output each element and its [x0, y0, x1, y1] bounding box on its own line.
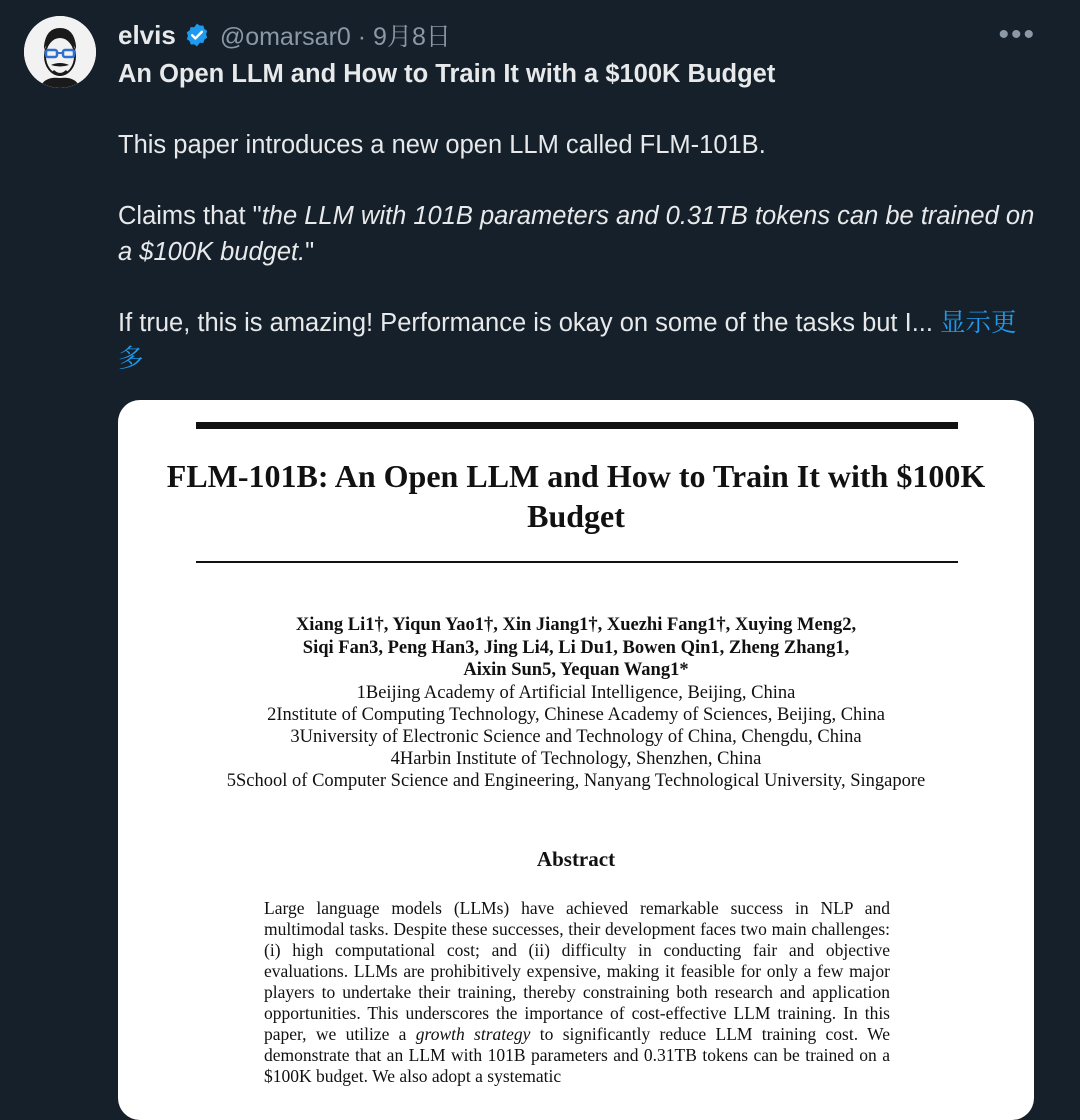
- abstract-heading: Abstract: [536, 847, 616, 871]
- tweet-header: [118, 18, 451, 52]
- tweet-paragraph-1: This paper introduces a new open LLM called FLM-101B.: [118, 131, 766, 159]
- affiliation-3: 3University of Electronic Science and Technology of China, Chengdu, China: [290, 727, 862, 747]
- title-rule-bottom: [196, 561, 958, 563]
- handle-text: @omarsar0: [219, 23, 351, 51]
- abstract-text: [264, 898, 890, 1087]
- tweet-date[interactable]: 9月8日: [373, 23, 451, 51]
- tweet-text: [118, 56, 1038, 377]
- authors-line-2: Siqi Fan3, Peng Han3, Jing Li4, Li Du1, Bowen Qin1, Zheng Zhang1,: [302, 637, 850, 658]
- paper-affiliations: [158, 682, 994, 792]
- verified-badge-icon: [184, 22, 210, 48]
- author-name[interactable]: elvis: [118, 19, 176, 50]
- abstract-italic: growth strategy: [415, 1024, 531, 1044]
- more-horizontal-icon[interactable]: •••: [998, 18, 1036, 51]
- avatar-illustration: [24, 16, 96, 88]
- truncated-text: If true, this is amazing! Performance is okay on some of the tasks but I...: [118, 309, 941, 337]
- quoted-claim: the LLM with 101B parameters and 0.31TB tokens can be trained on a $100K budget.: [118, 202, 1035, 266]
- affiliation-4: 4Harbin Institute of Technology, Shenzhen, China: [390, 749, 762, 769]
- affiliation-5: 5School of Computer Science and Engineering, Nanyang Technological University, Singapore: [226, 771, 926, 791]
- paper-authors: [158, 614, 994, 682]
- authors-line-3: Aixin Sun5, Yequan Wang1*: [463, 660, 689, 680]
- tweet-paragraph-3: [118, 305, 1038, 377]
- quote-open: Claims that ": [118, 202, 262, 230]
- title-rule-top: [196, 422, 958, 429]
- attached-paper-image[interactable]: [118, 400, 1034, 1120]
- show-more-link[interactable]: 显示更多: [118, 309, 1017, 373]
- paper-title: FLM-101B: An Open LLM and How to Train It with $100K Budget: [166, 458, 986, 534]
- separator-dot: ·: [357, 23, 367, 51]
- tweet-paragraph-2: [118, 198, 1038, 270]
- author-handle[interactable]: [220, 17, 451, 53]
- abstract-part-1: Large language models (LLMs) have achieved remarkable success in NLP and multimodal tasks. Despite these successes, their development faces two main challenges: (i) high computational cost; and (ii) difficulty in conducting fair and objective evaluations. LLMs are prohibitively expensive, making it feasible for only a few major players to undertake their training, thereby constraining both research and application opportunities. This underscores the importance of cost-effective LLM training. In this paper, we utilize a: [264, 898, 890, 1044]
- affiliation-2: 2Institute of Computing Technology, Chinese Academy of Sciences, Beijing, China: [267, 705, 885, 725]
- affiliation-1: 1Beijing Academy of Artificial Intelligence, Beijing, China: [356, 683, 796, 703]
- abstract-part-2: to significantly reduce LLM training cost. We demonstrate that an LLM with 101B parameters and 0.31TB tokens can be trained on a $100K budget. We also adopt a systematic: [264, 1024, 891, 1086]
- author-avatar[interactable]: [24, 16, 96, 88]
- tweet-title: An Open LLM and How to Train It with a $100K Budget: [118, 60, 776, 88]
- authors-line-1: Xiang Li1†, Yiqun Yao1†, Xin Jiang1†, Xuezhi Fang1†, Xuying Meng2,: [295, 615, 857, 635]
- quote-close: ": [305, 238, 315, 266]
